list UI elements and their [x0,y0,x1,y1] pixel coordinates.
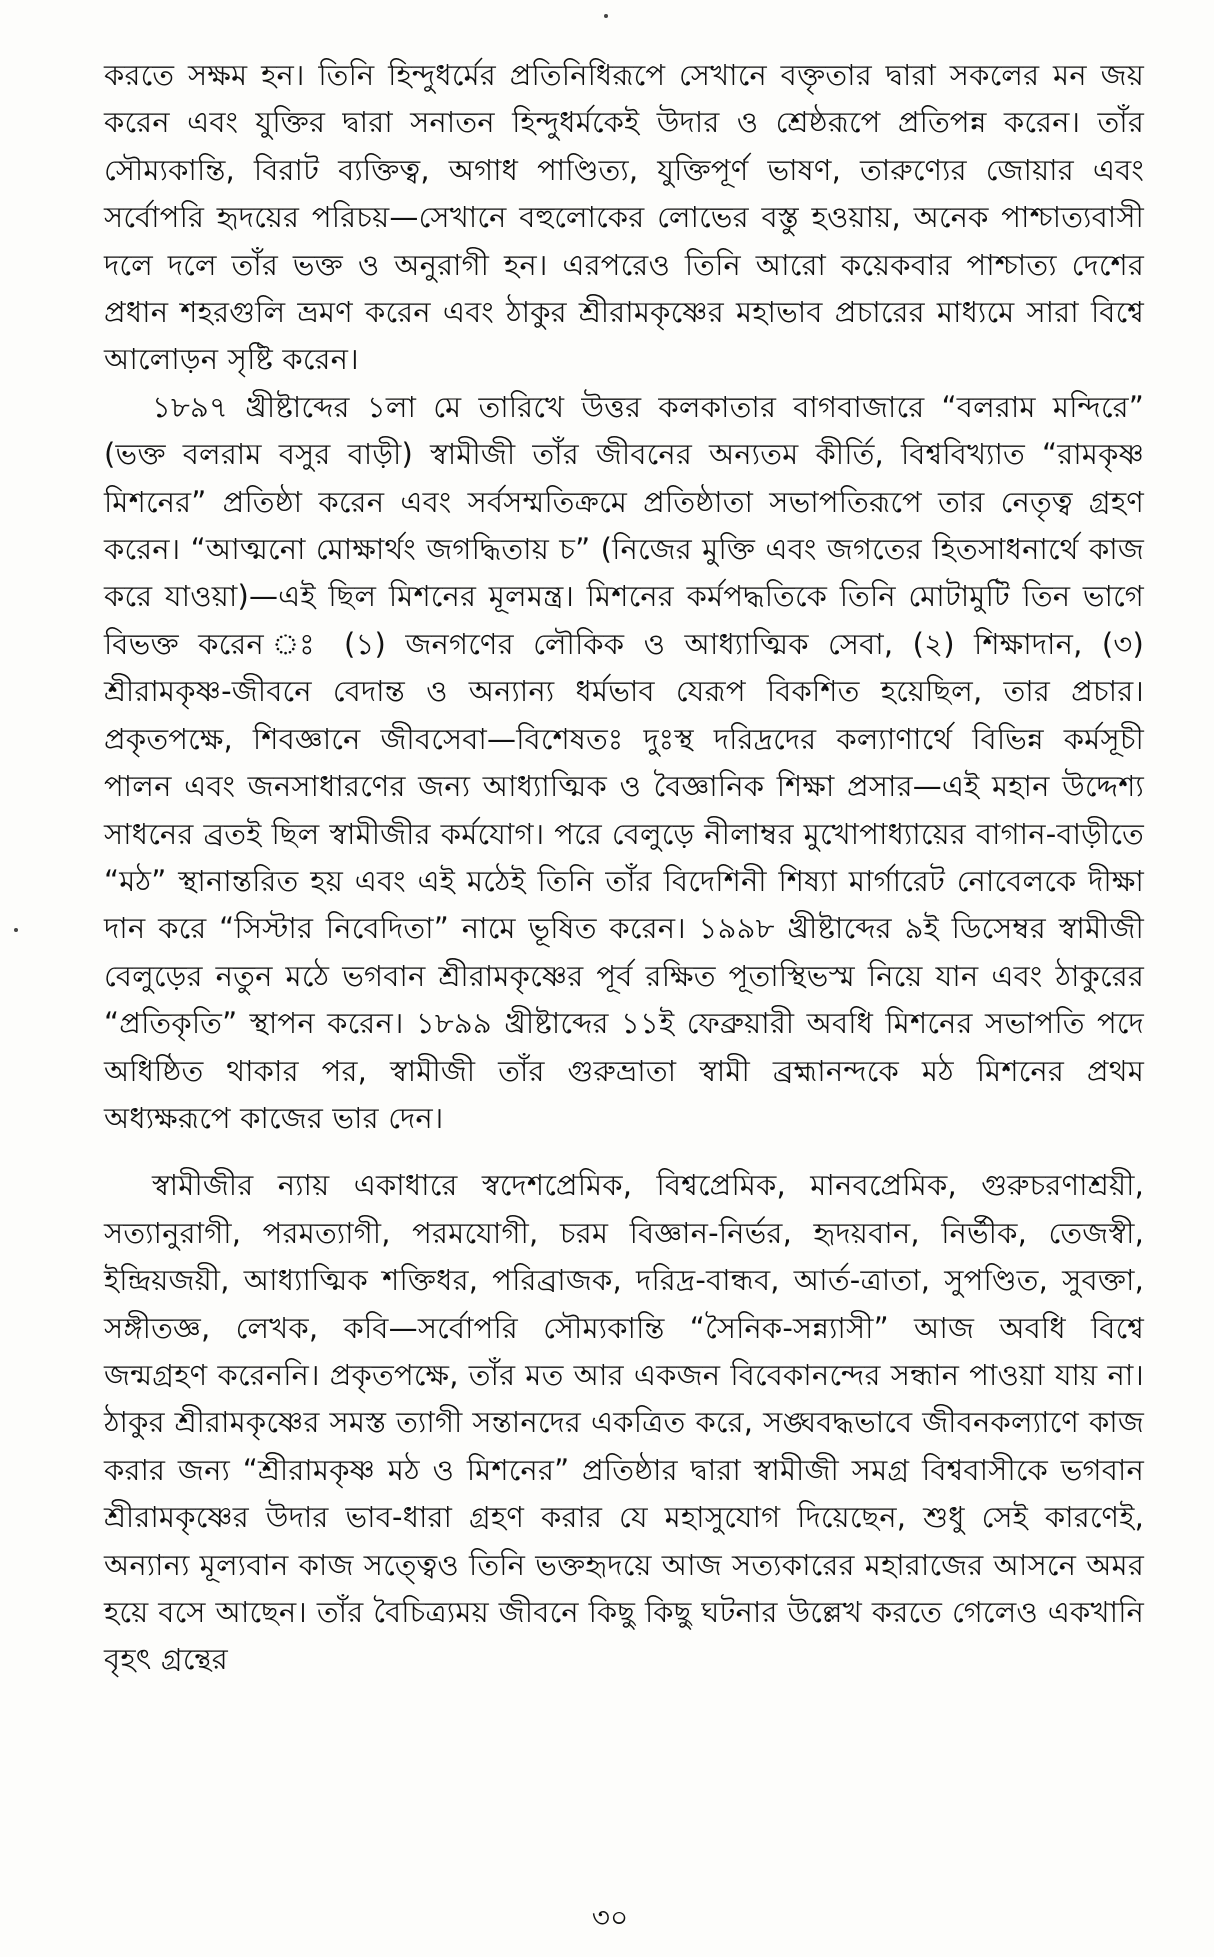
body-text [104,52,1144,1684]
paragraph-1: করতে সক্ষম হন। তিনি হিন্দুধর্মের প্রতিনিধিরূপে সেখানে বক্তৃতার দ্বারা সকলের মন জয় করেন এবং যুক্তির দ্বারা সনাতন হিন্দুধর্মকেই উদার ও শ্রেষ্ঠরূপে প্রতিপন্ন করেন। তাঁর সৌম্যকান্তি, বিরাট ব্যক্তিত্ব, অগাধ পাণ্ডিত্য, যুক্তিপূর্ণ ভাষণ, তারুণ্যের জোয়ার এবং সর্বোপরি হৃদয়ের পরিচয়—সেখানে বহুলোকের লোভের বস্তু হওয়ায়, অনেক পাশ্চাত্যবাসী দলে দলে তাঁর ভক্ত ও অনুরাগী হন। এরপরেও তিনি আরো কয়েকবার পাশ্চাত্য দেশের প্রধান শহরগুলি ভ্রমণ করেন এবং ঠাকুর শ্রীরামকৃষ্ণের মহাভাব প্রচারের মাধ্যমে সারা বিশ্বে আলোড়ন সৃষ্টি করেন। [104,58,1144,377]
print-speck [14,928,18,932]
page-number: ৩০ [591,1901,629,1934]
paragraph-2: ১৮৯৭ খ্রীষ্টাব্দের ১লা মে তারিখে উত্তর কলকাতার বাগবাজারে “বলরাম মন্দিরে” (ভক্ত বলরাম বসুর বাড়ী) স্বামীজী তাঁর জীবনের অন্যতম কীর্তি, বিশ্ববিখ্যাত “রামকৃষ্ণ মিশনের” প্রতিষ্ঠা করেন এবং সর্বসম্মতিক্রমে প্রতিষ্ঠাতা সভাপতিরূপে তার নেতৃত্ব গ্রহণ করেন। “আত্মনো মোক্ষার্থং জগদ্ধিতায় চ” (নিজের মুক্তি এবং জগতের হিতসাধনার্থে কাজ করে যাওয়া)—এই ছিল মিশনের মূলমন্ত্র। মিশনের কর্মপদ্ধতিকে তিনি মোটামুটি তিন ভাগে বিভক্ত করেন ঃ (১) জনগণের লৌকিক ও আধ্যাত্মিক সেবা, (২) শিক্ষাদান, (৩) শ্রীরামকৃষ্ণ-জীবনে বেদান্ত ও অন্যান্য ধর্মভাব যেরূপ বিকশিত হয়েছিল, তার প্রচার। প্রকৃতপক্ষে, শিবজ্ঞানে জীবসেবা—বিশেষতঃ দুঃস্থ দরিদ্রদের কল্যাণার্থে বিভিন্ন কর্মসূচী পালন এবং জনসাধারণের জন্য আধ্যাত্মিক ও বৈজ্ঞানিক শিক্ষা প্রসার—এই মহান উদ্দেশ্য সাধনের ব্রতই ছিল স্বামীজীর কর্মযোগ। পরে বেলুড়ে নীলাম্বর মুখোপাধ্যায়ের বাগান-বাড়ীতে “মঠ” স্থানান্তরিত হয় এবং এই মঠেই তিনি তাঁর বিদেশিনী শিষ্যা মার্গারেট নোবেলকে দীক্ষা দান করে “সিস্টার নিবেদিতা” নামে ভূষিত করেন। ১৯৯৮ খ্রীষ্টাব্দের ৯ই ডিসেম্বর স্বামীজী বেলুড়ের নতুন মঠে ভগবান শ্রীরামকৃষ্ণের পূর্ব রক্ষিত পূতাস্থিভস্ম নিয়ে যান এবং ঠাকুরের “প্রতিকৃতি” স্থাপন করেন। ১৮৯৯ খ্রীষ্টাব্দের ১১ই ফেব্রুয়ারী অবধি মিশনের সভাপতি পদে অধিষ্ঠিত থাকার পর, স্বামীজী তাঁর গুরুভ্রাতা স্বামী ব্রহ্মানন্দকে মঠ মিশনের প্রথম অধ্যক্ষরূপে কাজের ভার দেন। [104,389,1144,1135]
paragraph-3: স্বামীজীর ন্যায় একাধারে স্বদেশপ্রেমিক, বিশ্বপ্রেমিক, মানবপ্রেমিক, গুরুচরণাশ্রয়ী, সত্যানুরাগী, পরমত্যাগী, পরমযোগী, চরম বিজ্ঞান-নির্ভর, হৃদয়বান, নির্ভীক, তেজস্বী, ইন্দ্রিয়জয়ী, আধ্যাত্মিক শক্তিধর, পরিব্রাজক, দরিদ্র-বান্ধব, আর্ত-ত্রাতা, সুপণ্ডিত, সুবক্তা, সঙ্গীতজ্ঞ, লেখক, কবি—সর্বোপরি সৌম্যকান্তি “সৈনিক-সন্ন্যাসী” আজ অবধি বিশ্বে জন্মগ্রহণ করেননি। প্রকৃতপক্ষে, তাঁর মত আর একজন বিবেকানন্দের সন্ধান পাওয়া যায় না। ঠাকুর শ্রীরামকৃষ্ণের সমস্ত ত্যাগী সন্তানদের একত্রিত করে, সঙ্ঘবদ্ধভাবে জীবনকল্যাণে কাজ করার জন্য “শ্রীরামকৃষ্ণ মঠ ও মিশনের” প্রতিষ্ঠার দ্বারা স্বামীজী সমগ্র বিশ্ববাসীকে ভগবান শ্রীরামকৃষ্ণের উদার ভাব-ধারা গ্রহণ করার যে মহাসুযোগ দিয়েছেন, শুধু সেই কারণেই, অন্যান্য মূল্যবান কাজ সত্ত্বেও তিনি ভক্তহৃদয়ে আজ সত্যকারের মহারাজের আসনে অমর হয়ে বসে আছেন। তাঁর বৈচিত্র্যময় জীবনে কিছু কিছু ঘটনার উল্লেখ করতে গেলেও একখানি বৃহৎ গ্রন্থের [104,1168,1144,1677]
print-speck [604,14,608,18]
